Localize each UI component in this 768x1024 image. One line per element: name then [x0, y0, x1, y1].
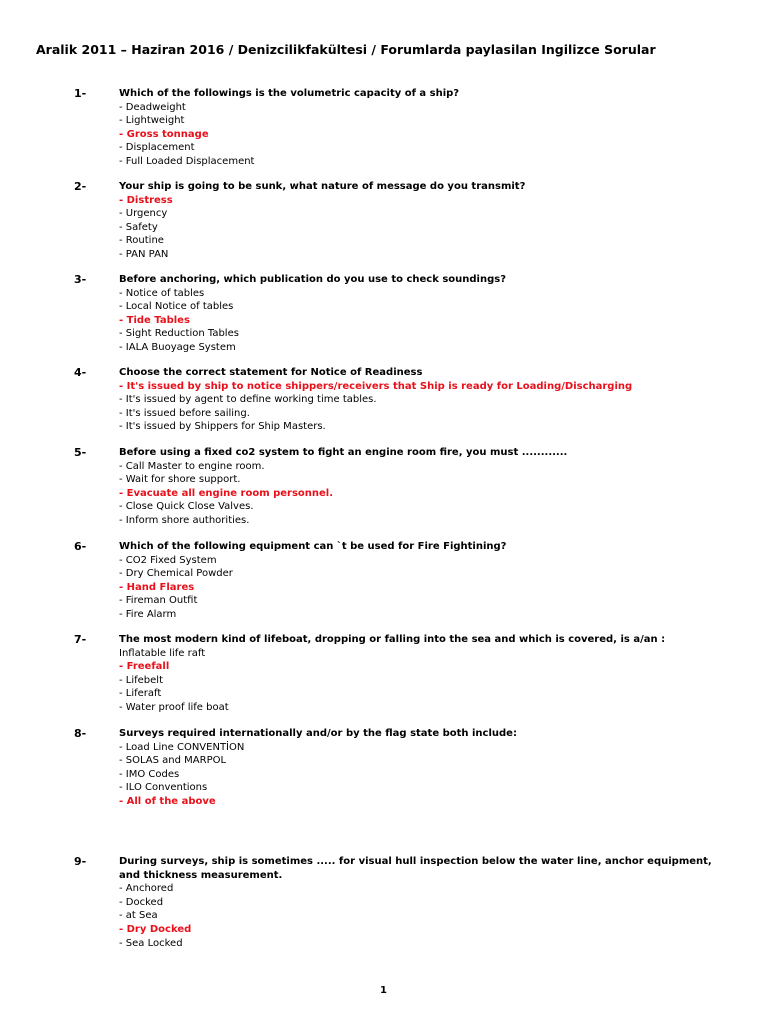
answer-option-correct: - Evacuate all engine room personnel.	[119, 487, 334, 499]
answer-option: - Displacement	[119, 142, 195, 154]
question-text: Before using a fixed co2 system to fight an engine room fire, you must ............	[119, 447, 568, 458]
answer-option: - IALA Buoyage System	[119, 341, 236, 353]
question-number: 9-	[74, 855, 87, 868]
answer-option: - Load Line CONVENTİON	[119, 741, 245, 753]
question-text: The most modern kind of lifeboat, dropping or falling into the sea and which is covered, is a/an :	[119, 634, 666, 645]
question-text: Your ship is going to be sunk, what nature of message do you transmit?	[119, 181, 526, 192]
answer-option: - Call Master to engine room.	[119, 460, 265, 472]
page-title: Aralik 2011 – Haziran 2016 / Denizcilikfakültesi / Forumlarda paylasilan Ingilizce Sorular	[36, 42, 656, 57]
answer-option: - Close Quick Close Valves.	[119, 501, 254, 513]
answer-option: - CO2 Fixed System	[119, 554, 217, 566]
answer-option: - Liferaft	[119, 688, 162, 700]
answer-option-correct: - Hand Flares	[119, 581, 195, 593]
question-text: Before anchoring, which publication do you use to check soundings?	[119, 274, 507, 285]
answer-option-correct: - Tide Tables	[119, 314, 190, 326]
answer-option-correct: - It's issued by ship to notice shippers/receivers that Ship is ready for Loading/Discharging	[119, 380, 633, 392]
answer-option-correct: - Gross tonnage	[119, 128, 209, 140]
question-body	[119, 727, 719, 809]
answer-option: - Fireman Outfit	[119, 595, 198, 607]
question-number: 4-	[74, 366, 87, 379]
answer-option: - at Sea	[119, 910, 158, 922]
answer-option: - Inform shore authorities.	[119, 514, 250, 526]
answer-option: - Full Loaded Displacement	[119, 155, 255, 167]
question-text: Surveys required internationally and/or by the flag state both include:	[119, 728, 517, 739]
question-text: Which of the followings is the volumetric capacity of a ship?	[119, 88, 460, 99]
question-number: 8-	[74, 727, 87, 740]
question-text: During surveys, ship is sometimes ..... for visual hull inspection below the water line, anchor equipment, and thickness measurement.	[119, 856, 712, 881]
question-prefix-line: Inflatable life raft	[119, 647, 206, 659]
answer-option: - Safety	[119, 221, 158, 233]
question-body	[119, 366, 719, 434]
answer-option-correct: - Dry Docked	[119, 923, 192, 935]
answer-option: - Anchored	[119, 883, 174, 895]
question-number: 5-	[74, 446, 87, 459]
answer-option: - Deadweight	[119, 101, 186, 113]
question-number: 3-	[74, 273, 87, 286]
answer-option-correct: - Freefall	[119, 661, 170, 673]
answer-option: - Wait for shore support.	[119, 474, 241, 486]
question-text: Choose the correct statement for Notice of Readiness	[119, 367, 423, 378]
answer-option: - Dry Chemical Powder	[119, 568, 233, 580]
answer-option: - SOLAS and MARPOL	[119, 755, 227, 767]
question-body	[119, 855, 719, 950]
question-body	[119, 446, 719, 528]
answer-option: - Lightweight	[119, 115, 185, 127]
answer-option: - Sea Locked	[119, 937, 183, 949]
question-number: 2-	[74, 180, 87, 193]
question-body	[119, 273, 719, 355]
answer-option: - It's issued by agent to define working time tables.	[119, 394, 377, 406]
answer-option: - It's issued before sailing.	[119, 407, 250, 419]
answer-option-correct: - Distress	[119, 194, 173, 206]
answer-option: - Local Notice of tables	[119, 301, 234, 313]
answer-option: - IMO Codes	[119, 768, 180, 780]
answer-option: - Routine	[119, 235, 164, 247]
answer-option: - ILO Conventions	[119, 782, 208, 794]
question-body	[119, 180, 719, 262]
answer-option: - Urgency	[119, 208, 168, 220]
question-body	[119, 633, 719, 715]
question-number: 7-	[74, 633, 87, 646]
answer-option: - Water proof life boat	[119, 701, 229, 713]
answer-option: - PAN PAN	[119, 248, 169, 260]
answer-option: - Notice of tables	[119, 287, 205, 299]
answer-option: - Lifebelt	[119, 674, 164, 686]
answer-option-correct: - All of the above	[119, 795, 216, 807]
answer-option: - Sight Reduction Tables	[119, 328, 239, 340]
answer-option: - Fire Alarm	[119, 608, 177, 620]
answer-option: - Docked	[119, 896, 164, 908]
question-number: 6-	[74, 540, 87, 553]
answer-option: - It's issued by Shippers for Ship Masters.	[119, 421, 326, 433]
question-number: 1-	[74, 87, 87, 100]
page-number: 1	[380, 985, 387, 996]
question-text: Which of the following equipment can `t be used for Fire Fightining?	[119, 541, 507, 552]
question-body	[119, 540, 719, 622]
question-body	[119, 87, 719, 169]
